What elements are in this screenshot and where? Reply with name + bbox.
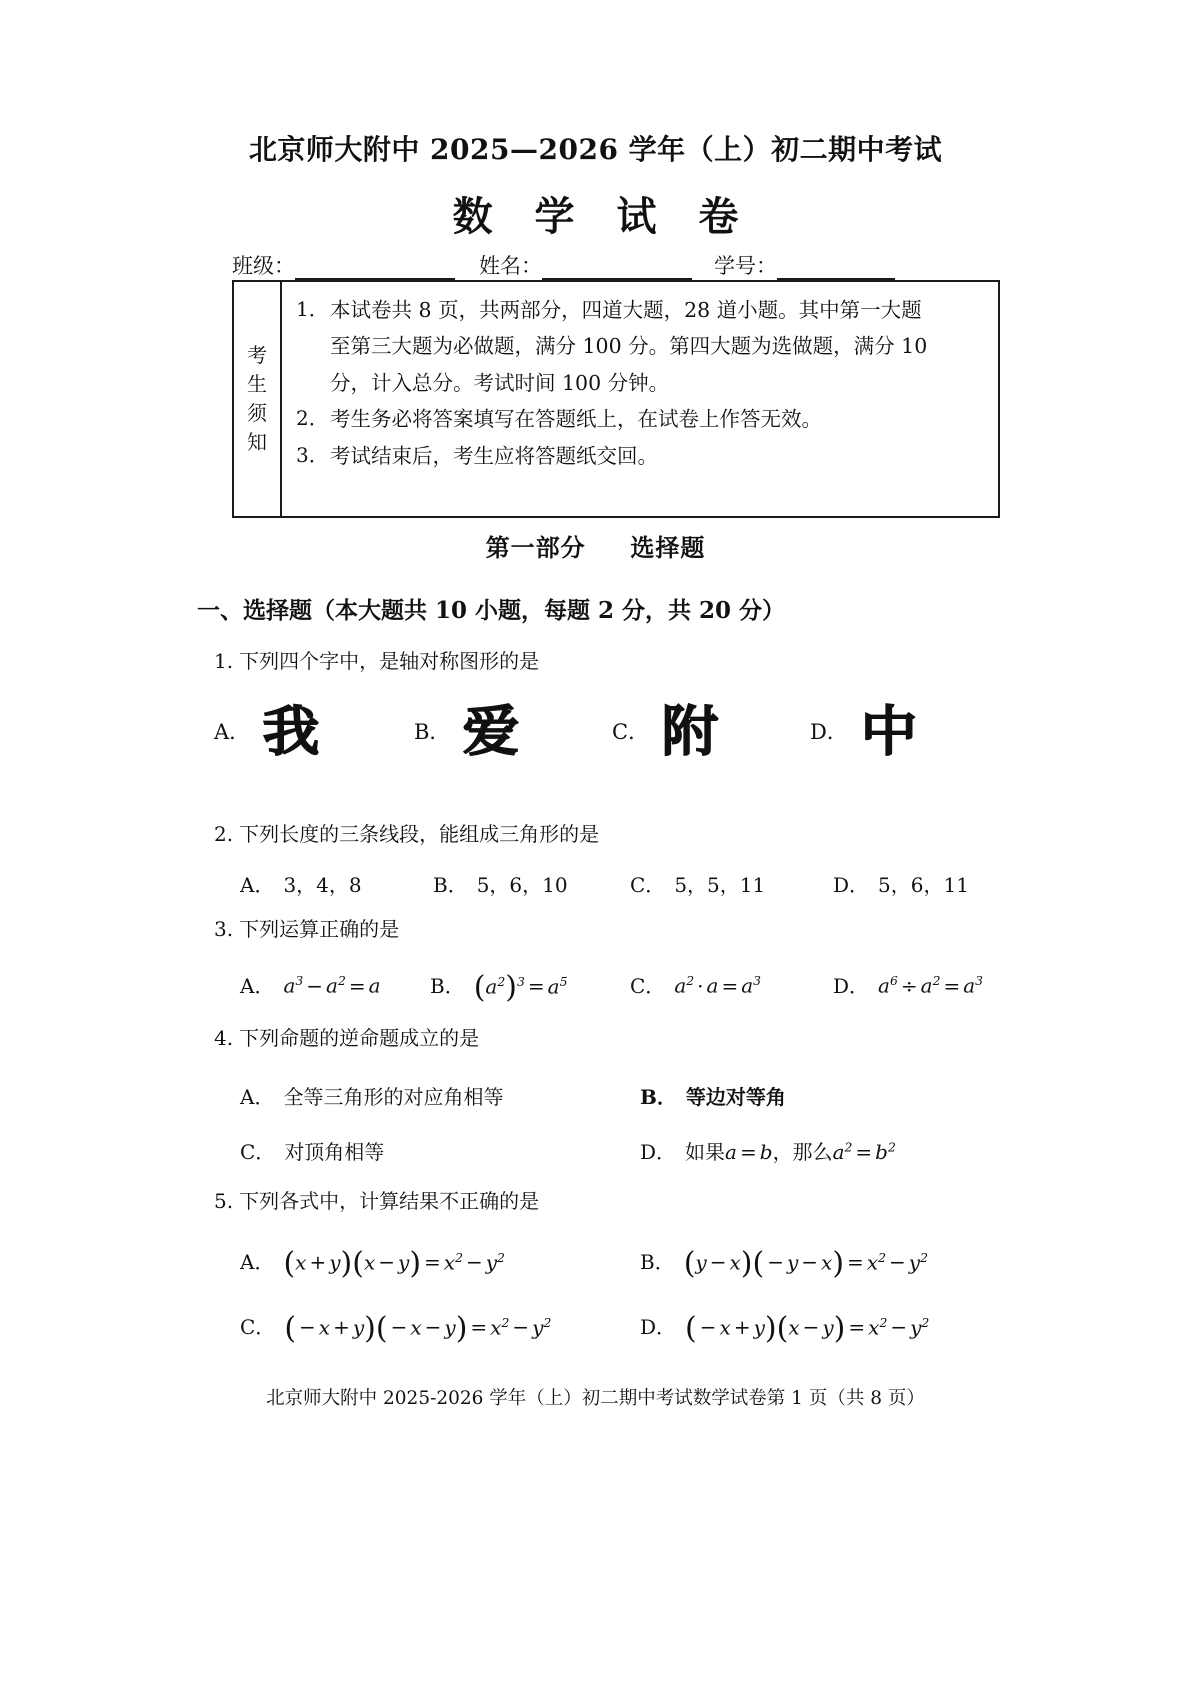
option-b[interactable]	[430, 970, 630, 1005]
option-c[interactable]	[240, 1136, 640, 1165]
option-d[interactable]	[640, 1311, 929, 1346]
option-c-label: C．	[630, 873, 666, 897]
question-2-text: 下列长度的三条线段，能组成三角形的是	[239, 822, 600, 846]
notice-line: 考生务必将答案填写在答题纸上，在试卷上作答无效。	[330, 407, 822, 432]
option-d[interactable]	[833, 970, 983, 1005]
name-input-rule[interactable]	[542, 258, 692, 280]
option-a-text: 3，4，8	[283, 873, 362, 897]
option-b-label: B．	[640, 1250, 675, 1275]
option-a-label: A．	[240, 974, 275, 998]
notice-line: 本试卷共 8 页，共两部分，四道大题，28 道小题。其中第一大题	[330, 298, 922, 322]
question-5-stem	[214, 1185, 1014, 1214]
student-id-field[interactable]	[714, 250, 895, 280]
question-1-text: 下列四个字中，是轴对称图形的是	[239, 649, 540, 673]
option-d-label: D．	[810, 720, 848, 744]
option-d-glyph: 中	[860, 699, 918, 763]
option-c-label: C．	[630, 974, 666, 998]
notice-list	[282, 282, 998, 516]
notice-box-title	[234, 282, 282, 516]
question-1-options	[214, 699, 1014, 763]
option-c-label: C．	[240, 1140, 276, 1164]
option-c-math: ( − $x + y)( - x - y) = x^2 - y^2$	[284, 1311, 552, 1346]
option-c[interactable]	[240, 1311, 640, 1346]
question-1-number: 1.	[214, 649, 234, 673]
notice-item-text	[330, 401, 986, 437]
notice-item-text	[330, 292, 986, 401]
option-b-label: B．	[433, 873, 468, 897]
notice-title-char: 知	[247, 430, 267, 454]
name-label: 姓名：	[479, 254, 542, 278]
option-c-label: C．	[612, 720, 650, 744]
question-4-stem	[214, 1022, 1014, 1051]
class-field[interactable]	[232, 250, 455, 280]
question-4	[214, 1022, 1014, 1165]
option-a-label: A．	[240, 1250, 275, 1275]
option-b[interactable]	[640, 1246, 928, 1281]
option-d[interactable]	[833, 869, 969, 898]
question-3-number: 3.	[214, 917, 234, 941]
question-5-options-row-2	[214, 1311, 1014, 1346]
option-d-label: D．	[833, 873, 870, 897]
option-b-label: B．	[640, 1085, 677, 1109]
question-5	[214, 1185, 1014, 1346]
student-id-input-rule[interactable]	[777, 258, 895, 280]
option-b-label: B．	[414, 720, 451, 744]
option-a-math: $a^3 - a^2 = a$	[283, 973, 381, 998]
question-5-text: 下列各式中，计算结果不正确的是	[239, 1189, 540, 1213]
section-heading: 一、选择题（本大题共 10 小题，每题 2 分，共 20 分）	[197, 597, 786, 624]
option-c[interactable]	[630, 970, 833, 1005]
option-c-label: C．	[240, 1315, 276, 1340]
option-b[interactable]	[414, 699, 612, 763]
option-b-math: $(y - x)( - y - x) = x^2 - y^2$	[683, 1246, 928, 1281]
notice-line: 至第三大题为必做题，满分 100 分。第四大题为选做题，满分 10	[330, 334, 928, 359]
question-3	[214, 913, 1014, 1005]
part-heading-name: 选择题	[630, 533, 706, 562]
option-a[interactable]	[240, 970, 430, 1005]
question-2-number: 2.	[214, 822, 234, 846]
notice-line: 考试结束后，考生应将答题纸交回。	[330, 443, 658, 468]
question-2	[214, 818, 1014, 898]
question-4-text: 下列命题的逆命题成立的是	[239, 1026, 480, 1050]
page-title: 北京师大附中 2025—2026 学年（上）初二期中考试	[248, 133, 943, 166]
option-d-text: 如果a = b，那么$a^2 = b^2$	[685, 1139, 896, 1164]
question-5-options-row-1	[214, 1246, 1014, 1281]
option-c-glyph: 附	[661, 699, 719, 763]
option-d[interactable]	[810, 699, 918, 763]
student-info-line	[232, 246, 1002, 280]
notice-box	[232, 280, 1000, 518]
question-2-stem	[214, 818, 1014, 847]
name-field[interactable]	[479, 250, 692, 280]
option-a-math: $(x + y)(x - y) = x^2 - y^2$	[283, 1246, 505, 1281]
notice-title-char: 须	[247, 401, 267, 425]
notice-line: 分，计入总分。考试时间 100 分钟。	[330, 370, 670, 395]
question-4-options-row-2	[214, 1136, 1014, 1165]
question-1	[214, 645, 1014, 763]
notice-item-number: 1．	[296, 297, 329, 321]
option-d-label: D．	[833, 974, 870, 998]
option-c[interactable]	[630, 869, 833, 898]
class-input-rule[interactable]	[295, 258, 455, 280]
option-b-text: 5，6，10	[476, 873, 568, 897]
option-d-math: ( − $x + y)(x - y) = x^2 - y^2$	[685, 1311, 930, 1346]
notice-item-number: 3．	[296, 442, 329, 467]
option-b-math: $(a^2)^3 = a^5$	[473, 970, 568, 1005]
option-a-label: A．	[214, 720, 251, 744]
notice-item-number: 2．	[296, 406, 329, 431]
page-footer: 北京师大附中 2025-2026 学年（上）初二期中考试数学试卷第 1 页（共 8 页）	[266, 1388, 925, 1409]
option-c-math: $a^2 \cdot a = a^3$	[674, 973, 762, 998]
option-b[interactable]	[433, 869, 630, 898]
option-a[interactable]	[214, 699, 414, 763]
notice-title-char: 考	[247, 343, 267, 367]
option-d-math: $a^6 \div a^2 = a^3$	[878, 973, 984, 998]
option-a-label: A．	[240, 1085, 275, 1109]
notice-item-text	[330, 438, 986, 474]
option-b-glyph: 爱	[463, 699, 520, 763]
part-heading-number: 第一部分	[485, 533, 586, 562]
question-3-text: 下列运算正确的是	[239, 917, 400, 941]
option-a-label: A．	[240, 873, 275, 897]
question-3-options	[214, 970, 1014, 1005]
question-5-number: 5.	[214, 1189, 234, 1213]
question-3-stem	[214, 913, 1014, 942]
question-4-options-row-1	[214, 1081, 1014, 1110]
question-4-number: 4.	[214, 1026, 234, 1050]
question-2-options	[214, 869, 1014, 898]
option-d-label: D．	[640, 1140, 677, 1164]
option-a[interactable]	[240, 1081, 640, 1110]
option-d[interactable]	[640, 1136, 896, 1165]
notice-title-char: 生	[247, 372, 267, 396]
option-a[interactable]	[240, 1246, 640, 1281]
option-b-text: 等边对等角	[685, 1085, 786, 1109]
page-subtitle: 数 学 试 卷	[452, 193, 753, 240]
question-1-stem	[214, 645, 1014, 674]
notice-item	[296, 438, 986, 474]
option-c[interactable]	[612, 699, 810, 763]
notice-item	[296, 401, 986, 437]
option-d-text: 5，6，11	[878, 873, 969, 897]
option-c-text: 5，5，11	[674, 873, 766, 897]
notice-item	[296, 292, 986, 401]
option-a-glyph: 我	[262, 699, 320, 763]
option-b[interactable]	[640, 1081, 786, 1110]
part-heading	[0, 528, 1191, 563]
student-id-label: 学号：	[714, 254, 777, 278]
option-d-label: D．	[640, 1315, 677, 1340]
option-a-text: 全等三角形的对应角相等	[283, 1085, 504, 1109]
option-c-text: 对顶角相等	[284, 1140, 385, 1164]
class-label: 班级：	[232, 254, 295, 278]
option-a[interactable]	[240, 869, 433, 898]
option-b-label: B．	[430, 974, 465, 999]
